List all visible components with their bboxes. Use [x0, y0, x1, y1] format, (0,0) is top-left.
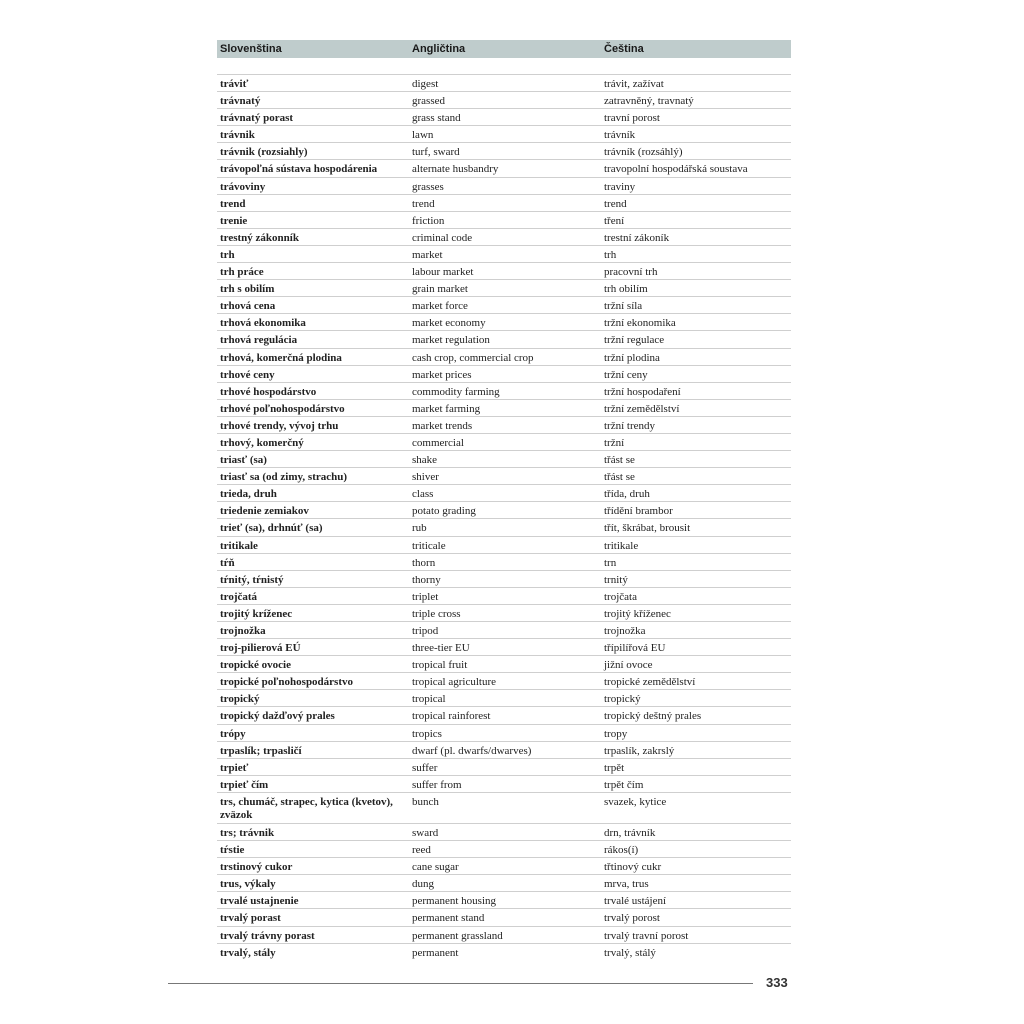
english-term: labour market — [412, 266, 474, 279]
slovak-term: trávnatý porast — [220, 112, 294, 125]
slovak-term: triasť (sa) — [220, 454, 267, 467]
slovak-term: tráviť — [220, 78, 249, 90]
czech-term: trn — [604, 556, 617, 569]
czech-term: travopolní hospodářská soustava — [604, 163, 748, 176]
table-row — [217, 874, 791, 891]
czech-term: tropické zemědělství — [604, 676, 696, 689]
czech-term: tržní — [604, 436, 625, 449]
table-row — [217, 279, 791, 296]
czech-term: třída, druh — [604, 488, 650, 501]
english-term: suffer from — [412, 778, 462, 791]
czech-term: trpět čím — [604, 778, 644, 791]
slovak-term: trus, výkaly — [220, 878, 276, 891]
table-row — [217, 553, 791, 570]
czech-term: trávit, zažívat — [604, 78, 664, 90]
czech-term: trend — [604, 197, 627, 210]
english-term: triplet — [412, 590, 439, 603]
slovak-term: trojitý kríženec — [220, 607, 293, 620]
table-row — [217, 108, 791, 125]
czech-term: trh obilím — [604, 283, 648, 296]
table-row — [217, 399, 791, 416]
english-term: market prices — [412, 368, 472, 381]
czech-term: tržní regulace — [604, 334, 665, 347]
slovak-term: trpieť — [220, 761, 249, 774]
czech-term: trojitý kříženec — [604, 607, 671, 620]
english-term: tripod — [412, 625, 439, 637]
table-row — [217, 177, 791, 194]
czech-term: trpaslík, zakrslý — [604, 744, 675, 757]
table-header — [217, 40, 791, 58]
czech-term: trávník (rozsáhlý) — [604, 146, 683, 159]
slovak-term: trhová cena — [220, 300, 276, 313]
table-row — [217, 159, 791, 176]
table-row — [217, 943, 791, 960]
table-row — [217, 416, 791, 433]
slovak-term: trhová regulácia — [220, 334, 298, 347]
czech-term: tržní hospodaření — [604, 385, 681, 398]
slovak-term: trhová, komerčná plodina — [220, 351, 342, 364]
english-term: market trends — [412, 419, 473, 432]
slovak-term: troj-pilierová EÚ — [220, 642, 301, 655]
czech-term: pracovní trh — [604, 266, 658, 279]
czech-term: tržní zemědělství — [604, 402, 680, 415]
english-term: triticale — [412, 539, 446, 552]
table-row — [217, 125, 791, 142]
slovak-term: tŕnitý, tŕnistý — [220, 573, 284, 586]
table-row — [217, 792, 791, 823]
table-row — [217, 536, 791, 553]
table-row — [217, 857, 791, 874]
slovak-term: trieť (sa), drhnúť (sa) — [220, 522, 323, 535]
header-slovak: Slovenština — [220, 43, 282, 55]
table-row — [217, 741, 791, 758]
czech-term: traviny — [604, 180, 636, 193]
english-term: tropics — [412, 727, 442, 740]
slovak-term: trávnik — [220, 129, 255, 142]
english-term: turf, sward — [412, 146, 460, 159]
slovak-term: tropické poľnohospodárstvo — [220, 676, 354, 689]
slovak-term: trh s obilím — [220, 283, 275, 296]
slovak-term: trávoviny — [220, 180, 266, 193]
slovak-term: trpaslík; trpasličí — [220, 744, 302, 757]
czech-term: svazek, kytice — [604, 795, 667, 808]
english-term: permanent grassland — [412, 929, 503, 942]
table-row — [217, 724, 791, 741]
slovak-term: triasť sa (od zimy, strachu) — [220, 471, 348, 484]
slovak-term: trend — [220, 197, 246, 210]
czech-term: trpět — [604, 761, 625, 774]
czech-term: rákos(í) — [604, 844, 639, 857]
english-term: thorny — [412, 573, 441, 586]
table-row — [217, 433, 791, 450]
slovak-term: tŕstie — [220, 844, 245, 857]
table-row — [217, 518, 791, 535]
czech-term: travní porost — [604, 112, 660, 125]
english-term: market force — [412, 300, 468, 313]
english-term: permanent — [412, 946, 459, 959]
table-row — [217, 348, 791, 365]
header-english: Angličtina — [412, 43, 466, 55]
english-term: permanent stand — [412, 912, 485, 925]
slovak-term: tropický — [220, 693, 260, 706]
czech-term: zatravněný, travnatý — [604, 95, 694, 108]
slovak-term: trhové ceny — [220, 368, 275, 381]
czech-term: třít, škrábat, brousit — [604, 522, 691, 535]
english-term: grass stand — [412, 112, 461, 125]
czech-term: tržní ceny — [604, 368, 648, 381]
slovak-term: trvalé ustajnenie — [220, 895, 299, 908]
czech-term: jižní ovoce — [604, 659, 653, 672]
slovak-term: trhové hospodárstvo — [220, 385, 317, 398]
czech-term: tropy — [604, 727, 628, 740]
english-term: grasses — [412, 180, 444, 193]
table-row — [217, 74, 791, 91]
table-row — [217, 450, 791, 467]
english-term: class — [412, 488, 434, 501]
english-term: triple cross — [412, 607, 461, 620]
table-row — [217, 330, 791, 347]
czech-term: trvalý porost — [604, 912, 660, 925]
english-term: market regulation — [412, 334, 490, 347]
table-row — [217, 194, 791, 211]
table-row — [217, 655, 791, 672]
english-term: rub — [412, 522, 427, 535]
slovak-term: trhové poľnohospodárstvo — [220, 402, 345, 415]
czech-term: třípilířová EU — [604, 642, 666, 655]
slovak-term: trstinový cukor — [220, 861, 293, 874]
table-row — [217, 296, 791, 313]
english-term: dwarf (pl. dwarfs/dwarves) — [412, 744, 532, 757]
slovak-term: trh — [220, 248, 235, 261]
czech-term: trvalý travní porost — [604, 929, 689, 942]
slovak-term: tropické ovocie — [220, 659, 291, 672]
english-term: digest — [412, 78, 439, 90]
slovak-term: tropický dažďový prales — [220, 710, 335, 723]
slovak-term: trenie — [220, 214, 248, 227]
english-term: market economy — [412, 317, 486, 330]
english-term: lawn — [412, 129, 434, 142]
table-row — [217, 365, 791, 382]
english-term: tropical agriculture — [412, 676, 496, 689]
slovak-term: trvalý, stály — [220, 946, 276, 959]
page-number: 333 — [766, 975, 788, 990]
english-term: commodity farming — [412, 385, 500, 398]
english-term: tropical — [412, 693, 446, 706]
table-row — [217, 604, 791, 621]
slovak-term: trh práce — [220, 266, 264, 279]
czech-term: trestní zákoník — [604, 231, 670, 244]
table-row — [217, 621, 791, 638]
english-term: market farming — [412, 402, 481, 415]
english-term: trend — [412, 197, 435, 210]
czech-term: trojnožka — [604, 625, 646, 637]
table-row — [217, 228, 791, 245]
slovak-term: trieda, druh — [220, 488, 277, 501]
english-term: bunch — [412, 795, 439, 808]
english-term: tropical rainforest — [412, 710, 491, 723]
table-row — [217, 262, 791, 279]
english-term: thorn — [412, 556, 436, 569]
czech-term: třídění brambor — [604, 505, 673, 518]
czech-term: tropický deštný prales — [604, 710, 702, 723]
slovak-term: tŕň — [220, 556, 235, 569]
table-row — [217, 758, 791, 775]
footer-rule — [168, 983, 753, 984]
slovak-term: trávnik (rozsiahly) — [220, 146, 308, 159]
english-term: cash crop, commercial crop — [412, 351, 534, 364]
english-term: grassed — [412, 95, 445, 108]
table-row — [217, 382, 791, 399]
table-row — [217, 245, 791, 262]
english-term: friction — [412, 214, 445, 227]
english-term: reed — [412, 844, 431, 857]
czech-term: drn, trávník — [604, 826, 656, 839]
table-row — [217, 587, 791, 604]
english-term: suffer — [412, 761, 438, 774]
czech-term: tržní plodina — [604, 351, 660, 364]
table-row — [217, 142, 791, 159]
table-row — [217, 775, 791, 792]
table-row — [217, 467, 791, 484]
slovak-term: trhový, komerčný — [220, 436, 304, 449]
table-row — [217, 638, 791, 655]
table-row — [217, 91, 791, 108]
slovak-term: trs, chumáč, strapec, kytica (kvetov), zväzok — [220, 795, 393, 821]
czech-term: trávník — [604, 129, 636, 142]
table-row — [217, 908, 791, 925]
table-row — [217, 570, 791, 587]
czech-term: tritikale — [604, 539, 639, 552]
table-row — [217, 313, 791, 330]
slovak-term: trávopoľná sústava hospodárenia — [220, 163, 378, 176]
table-row — [217, 672, 791, 689]
english-term: shake — [412, 454, 438, 467]
czech-term: trh — [604, 248, 617, 261]
english-term: potato grading — [412, 505, 476, 518]
english-term: sward — [412, 826, 439, 839]
czech-term: mrva, trus — [604, 878, 649, 891]
slovak-term: trs; trávnik — [220, 826, 275, 839]
czech-term: tropický — [604, 693, 641, 706]
english-term: permanent housing — [412, 895, 497, 908]
header-czech: Čeština — [604, 43, 644, 55]
english-term: cane sugar — [412, 861, 459, 874]
table-row — [217, 484, 791, 501]
czech-term: trnitý — [604, 573, 628, 586]
czech-term: tržní trendy — [604, 419, 656, 432]
czech-term: třtinový cukr — [604, 861, 662, 874]
table-row — [217, 706, 791, 723]
slovak-term: tritikale — [220, 539, 258, 552]
table-row — [217, 891, 791, 908]
slovak-term: trópy — [220, 727, 246, 740]
czech-term: trojčata — [604, 590, 637, 603]
slovak-term: trestný zákonník — [220, 231, 299, 244]
table-row — [217, 211, 791, 228]
table-row — [217, 926, 791, 943]
table-row — [217, 501, 791, 518]
table-row — [217, 823, 791, 840]
english-term: dung — [412, 878, 434, 891]
english-term: commercial — [412, 436, 464, 449]
table-row — [217, 689, 791, 706]
czech-term: třást se — [604, 454, 635, 467]
slovak-term: trávnatý — [220, 95, 261, 108]
table-row — [217, 840, 791, 857]
dictionary-table — [217, 74, 791, 960]
english-term: alternate husbandry — [412, 163, 499, 176]
english-term: shiver — [412, 471, 439, 484]
czech-term: trvalé ustájení — [604, 895, 667, 908]
english-term: market — [412, 248, 443, 261]
slovak-term: trhová ekonomika — [220, 317, 306, 330]
english-term: criminal code — [412, 231, 473, 244]
slovak-term: trvalý porast — [220, 912, 281, 925]
slovak-term: trhové trendy, vývoj trhu — [220, 419, 339, 432]
czech-term: tržní ekonomika — [604, 317, 676, 330]
czech-term: třást se — [604, 471, 635, 484]
czech-term: tření — [604, 214, 625, 227]
slovak-term: trpieť čím — [220, 778, 269, 791]
english-term: three-tier EU — [412, 642, 470, 655]
english-term: tropical fruit — [412, 659, 468, 672]
slovak-term: trvalý trávny porast — [220, 929, 315, 942]
slovak-term: triedenie zemiakov — [220, 505, 309, 518]
czech-term: tržní síla — [604, 300, 643, 313]
slovak-term: trojnožka — [220, 625, 266, 637]
english-term: grain market — [412, 283, 468, 296]
czech-term: trvalý, stálý — [604, 946, 656, 959]
slovak-term: trojčatá — [220, 590, 258, 603]
